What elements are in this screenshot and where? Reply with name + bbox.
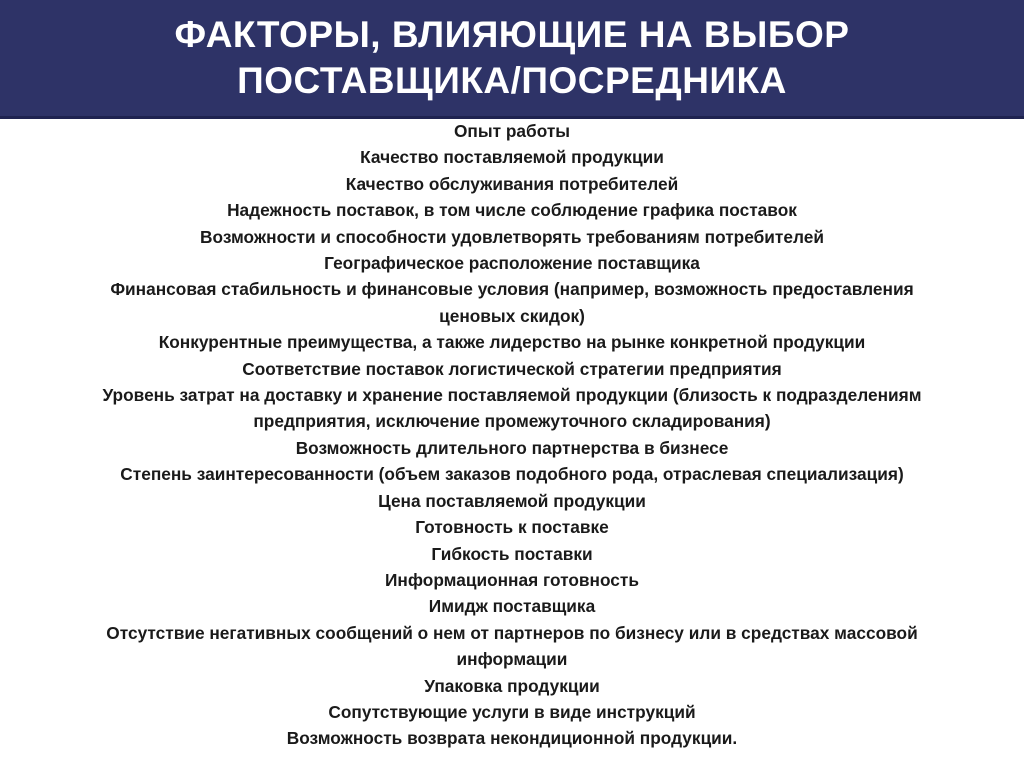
factor-item: Степень заинтересованности (объем заказов подобного рода, отраслевая специализация) <box>120 464 904 485</box>
factor-item: Финансовая стабильность и финансовые условия (например, возможность предоставления ценовых скидок) <box>110 279 914 326</box>
factor-item: Качество обслуживания потребителей <box>345 173 679 194</box>
factor-item: Надежность поставок, в том числе соблюдение графика поставок <box>227 200 797 221</box>
factor-item: Географическое расположение поставщика <box>324 253 700 274</box>
factor-item: Качество поставляемой продукции <box>360 147 664 168</box>
factor-item: Уровень затрат на доставку и хранение поставляемой продукции (близость к подразделениям предприятия, исключение промежуточного складирования) <box>102 385 922 432</box>
factor-item: Соответствие поставок логистической стратегии предприятия <box>242 358 782 379</box>
factor-item: Гибкость поставки <box>431 543 593 564</box>
factor-item: Возможности и способности удовлетворять требованиям потребителей <box>200 226 824 247</box>
factor-item: Упаковка продукции <box>424 675 600 696</box>
factor-item: Опыт работы <box>453 121 571 141</box>
factor-item: Цена поставляемой продукции <box>378 490 646 511</box>
factors-list <box>20 118 1004 752</box>
factor-item: Возможность возврата некондиционной продукции. <box>286 728 738 749</box>
factor-item: Возможность длительного партнерства в бизнесе <box>295 437 729 458</box>
factor-item: Имидж поставщика <box>428 596 596 617</box>
factor-item: Информационная готовность <box>385 569 639 590</box>
factor-item: Сопутствующие услуги в виде инструкций <box>328 701 696 722</box>
slide-title: ФАКТОРЫ, ВЛИЯЮЩИЕ НА ВЫБОР ПОСТАВЩИКА/ПОСРЕДНИКА <box>174 14 850 101</box>
factor-item: Отсутствие негативных сообщений о нем от партнеров по бизнесу или в средствах массовой информации <box>106 622 918 670</box>
factor-item: Конкурентные преимущества, а также лидерство на рынке конкретной продукции <box>158 332 866 353</box>
title-bar <box>0 0 1024 116</box>
factor-item: Готовность к поставке <box>415 517 609 538</box>
